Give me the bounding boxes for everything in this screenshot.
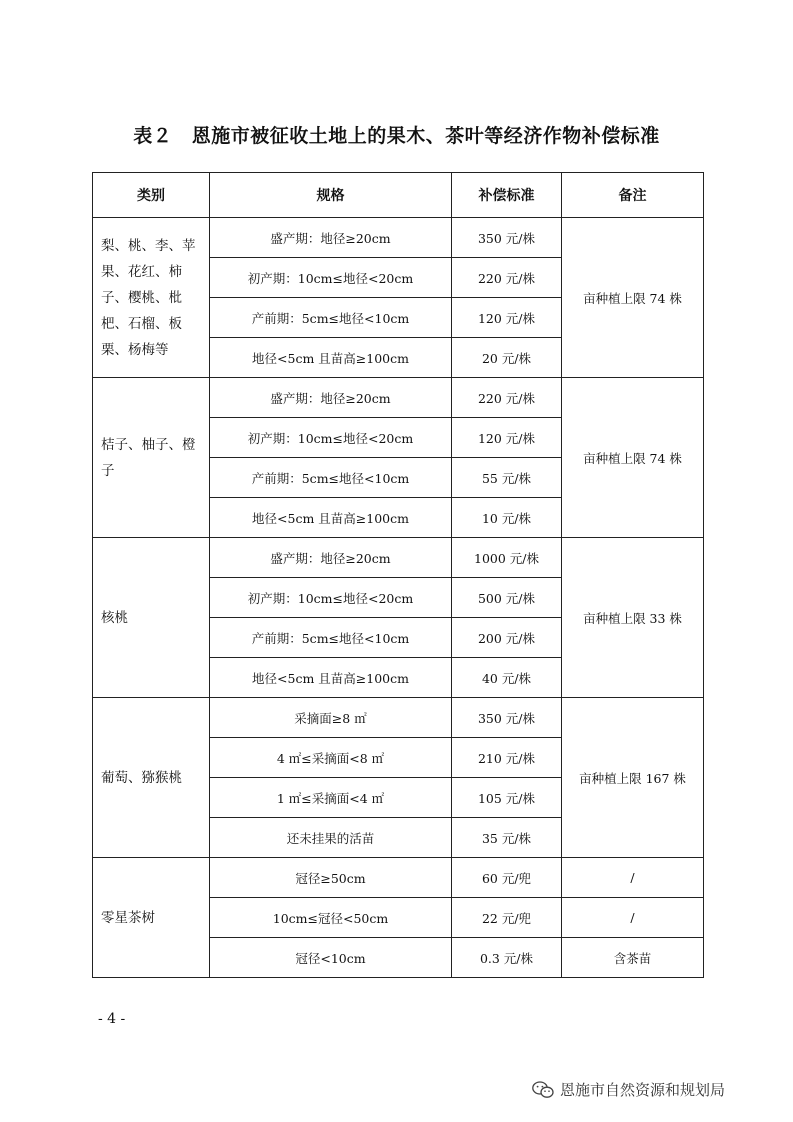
spec-cell: 冠径≥50cm [210, 858, 452, 898]
spec-cell: 产前期：5cm≤地径<10cm [210, 618, 452, 658]
rate-cell: 105 元/株 [452, 778, 562, 818]
category-cell: 零星茶树 [93, 858, 210, 978]
account-name: 恩施市自然资源和规划局 [560, 1081, 726, 1099]
wechat-icon [532, 1081, 554, 1099]
note-cell: 亩种植上限 33 株 [562, 538, 704, 698]
note-cell: 亩种植上限 74 株 [562, 378, 704, 538]
spec-cell: 地径<5cm 且苗高≥100cm [210, 338, 452, 378]
note-cell: 含茶苗 [562, 938, 704, 978]
table-row [93, 858, 704, 898]
page-number: - 4 - [98, 1011, 126, 1027]
spec-cell: 4 ㎡≤采摘面<8 ㎡ [210, 738, 452, 778]
rate-cell: 0.3 元/株 [452, 938, 562, 978]
spec-cell: 盛产期：地径≥20cm [210, 378, 452, 418]
spec-cell: 盛产期：地径≥20cm [210, 218, 452, 258]
header-note: 备注 [562, 173, 704, 218]
rate-cell: 60 元/兜 [452, 858, 562, 898]
header-spec: 规格 [210, 173, 452, 218]
rate-cell: 220 元/株 [452, 258, 562, 298]
rate-cell: 22 元/兜 [452, 898, 562, 938]
rate-cell: 200 元/株 [452, 618, 562, 658]
table-row [93, 378, 704, 418]
rate-cell: 20 元/株 [452, 338, 562, 378]
rate-cell: 35 元/株 [452, 818, 562, 858]
spec-cell: 地径<5cm 且苗高≥100cm [210, 658, 452, 698]
note-cell: 亩种植上限 74 株 [562, 218, 704, 378]
category-cell: 葡萄、猕猴桃 [93, 698, 210, 858]
spec-cell: 初产期：10cm≤地径<20cm [210, 258, 452, 298]
header-category: 类别 [93, 173, 210, 218]
category-cell: 梨、桃、李、苹果、花红、柿子、樱桃、枇杷、石榴、板栗、杨梅等 [93, 218, 210, 378]
table-row [93, 218, 704, 258]
spec-cell: 还未挂果的活苗 [210, 818, 452, 858]
table-row [93, 538, 704, 578]
table-row [93, 698, 704, 738]
spec-cell: 采摘面≥8 ㎡ [210, 698, 452, 738]
header-rate: 补偿标准 [452, 173, 562, 218]
rate-cell: 10 元/株 [452, 498, 562, 538]
rate-cell: 120 元/株 [452, 298, 562, 338]
spec-cell: 地径<5cm 且苗高≥100cm [210, 498, 452, 538]
spec-cell: 冠径<10cm [210, 938, 452, 978]
compensation-table [92, 172, 704, 978]
rate-cell: 1000 元/株 [452, 538, 562, 578]
rate-cell: 350 元/株 [452, 698, 562, 738]
rate-cell: 210 元/株 [452, 738, 562, 778]
note-cell: / [562, 898, 704, 938]
table-title: 表２ 恩施市被征收土地上的果木、茶叶等经济作物补偿标准 [133, 125, 660, 147]
category-cell: 核桃 [93, 538, 210, 698]
category-cell: 桔子、柚子、橙子 [93, 378, 210, 538]
rate-cell: 350 元/株 [452, 218, 562, 258]
spec-cell: 初产期：10cm≤地径<20cm [210, 418, 452, 458]
spec-cell: 10cm≤冠径<50cm [210, 898, 452, 938]
rate-cell: 55 元/株 [452, 458, 562, 498]
rate-cell: 220 元/株 [452, 378, 562, 418]
note-cell: / [562, 858, 704, 898]
spec-cell: 盛产期：地径≥20cm [210, 538, 452, 578]
spec-cell: 产前期：5cm≤地径<10cm [210, 298, 452, 338]
note-cell: 亩种植上限 167 株 [562, 698, 704, 858]
spec-cell: 1 ㎡≤采摘面<4 ㎡ [210, 778, 452, 818]
spec-cell: 产前期：5cm≤地径<10cm [210, 458, 452, 498]
source-watermark [532, 1079, 725, 1100]
spec-cell: 初产期：10cm≤地径<20cm [210, 578, 452, 618]
table-header-row [93, 173, 704, 218]
rate-cell: 120 元/株 [452, 418, 562, 458]
rate-cell: 500 元/株 [452, 578, 562, 618]
rate-cell: 40 元/株 [452, 658, 562, 698]
